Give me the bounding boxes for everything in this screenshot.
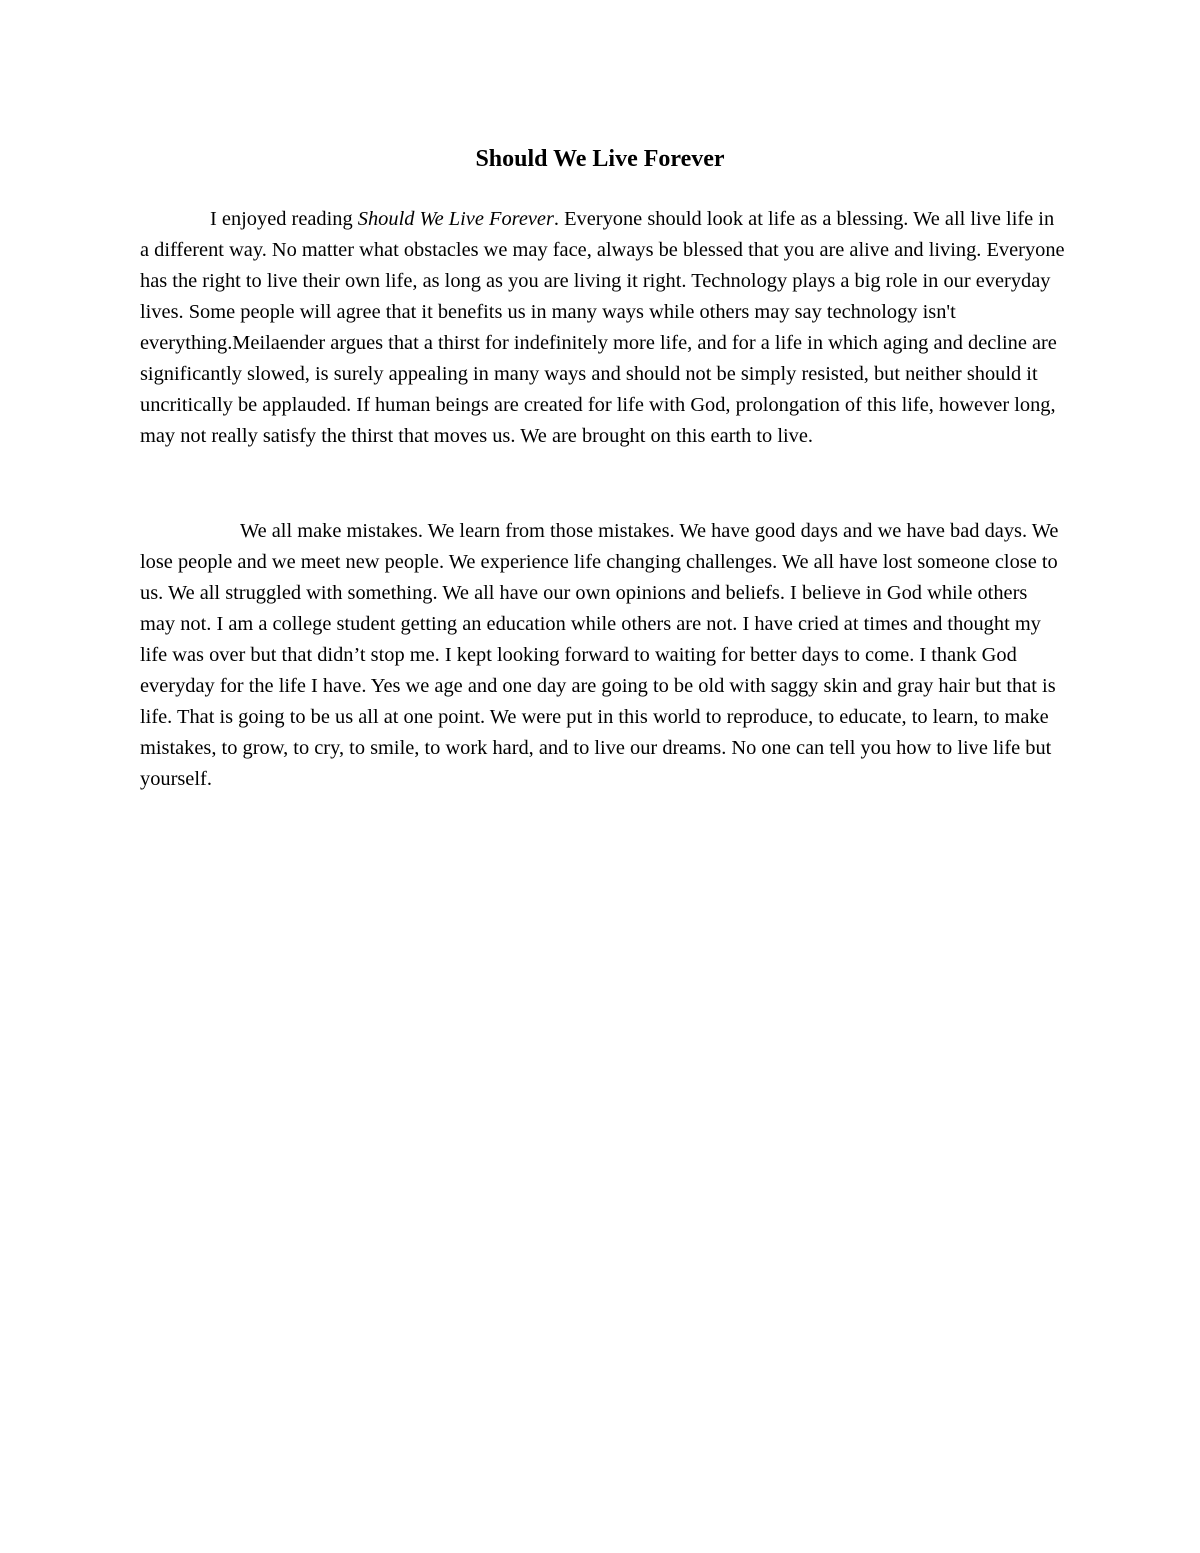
paragraph-1 <box>140 204 1065 452</box>
book-title-italic: Should We Live Forever <box>357 208 554 230</box>
paragraph-2: We all make mistakes. We learn from those mistakes. We have good days and we have bad days. We lose people and we meet new people. We experience life changing challenges. We all have lost someone close to us. We all struggled with something. We all have our own opinions and beliefs. I believe in God while others may not. I am a college student getting an education while others are not. I have cried at times and thought my life was over but that didn’t stop me. I kept looking forward to waiting for better days to come. I thank God everyday for the life I have. Yes we age and one day are going to be old with saggy skin and gray hair but that is life. That is going to be us all at one point. We were put in this world to reproduce, to educate, to learn, to make mistakes, to grow, to cry, to smile, to work hard, and to live our dreams. No one can tell you how to live life but yourself. <box>140 520 1059 790</box>
paragraph-1-body: . Everyone should look at life as a blessing. We all live life in a different way. No matter what obstacles we may face, always be blessed that you are alive and living. Everyone has the right to live their own life, as long as you are living it right. Technology plays a big role in our everyday lives. Some people will agree that it benefits us in many ways while others may say technology isn't everything.Meilaender argues that a thirst for indefinitely more life, and for a life in which aging and decline are significantly slowed, is surely appealing in many ways and should not be simply resisted, but neither should it uncritically be applauded. If human beings are created for life with God, prolongation of this life, however long, may not really satisfy the thirst that moves us. We are brought on this earth to live. <box>140 208 1065 447</box>
paragraph-1-intro: I enjoyed reading <box>210 208 358 230</box>
document-title: Should We Live Forever <box>475 146 725 172</box>
